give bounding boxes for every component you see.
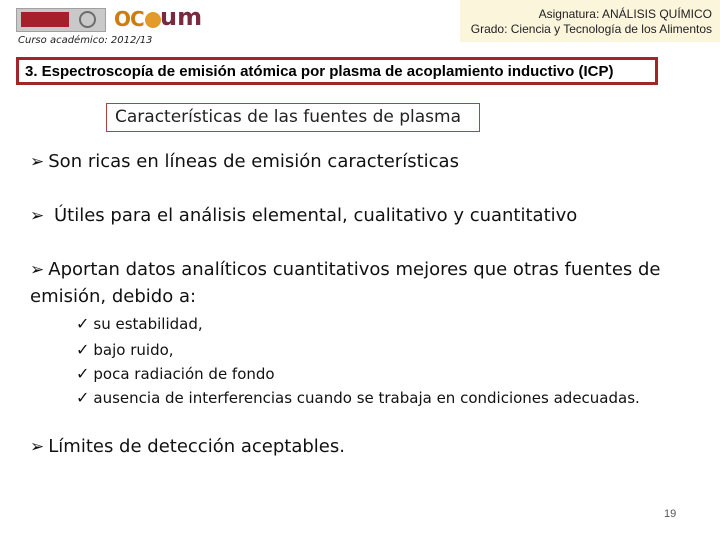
check-mark-icon: ✓ bbox=[76, 364, 90, 383]
subject-line: Asignatura: ANÁLISIS QUÍMICO bbox=[538, 7, 712, 21]
check-item: ✓ poca radiación de fondo bbox=[76, 364, 275, 383]
um-logo: um bbox=[160, 3, 203, 31]
university-logo bbox=[16, 8, 106, 32]
check-item: ✓ bajo ruido, bbox=[76, 340, 174, 359]
subject-box bbox=[460, 0, 720, 42]
bullet-item: ➢ Aportan datos analíticos cuantitativos mejores que otras fuentes de bbox=[30, 259, 661, 280]
bullet-item-continuation: emisión, debido a: bbox=[30, 286, 197, 307]
slide-subtitle: Características de las fuentes de plasma bbox=[106, 103, 480, 132]
bullet-item: ➢ Límites de detección aceptables. bbox=[30, 436, 345, 457]
page-number: 19 bbox=[664, 508, 677, 520]
arrow-bullet-icon: ➢ bbox=[30, 152, 45, 172]
course-label: Curso académico: 2012/13 bbox=[18, 35, 153, 46]
check-mark-icon: ✓ bbox=[76, 340, 90, 359]
check-item: ✓ ausencia de interferencias cuando se trabaja en condiciones adecuadas. bbox=[76, 388, 640, 407]
check-mark-icon: ✓ bbox=[76, 314, 90, 333]
arrow-bullet-icon: ➢ bbox=[30, 206, 45, 226]
check-mark-icon: ✓ bbox=[76, 388, 90, 407]
owl-icon bbox=[145, 12, 161, 28]
bullet-item: ➢ Son ricas en líneas de emisión características bbox=[30, 151, 459, 172]
degree-line: Grado: Ciencia y Tecnología de los Alimentos bbox=[470, 22, 712, 36]
ocw-logo: OC bbox=[114, 7, 162, 31]
slide-title: 3. Espectroscopía de emisión atómica por plasma de acoplamiento inductivo (ICP) bbox=[16, 57, 658, 85]
bullet-item: ➢ Útiles para el análisis elemental, cualitativo y cuantitativo bbox=[30, 205, 578, 226]
arrow-bullet-icon: ➢ bbox=[30, 437, 45, 457]
check-item: ✓ su estabilidad, bbox=[76, 314, 203, 333]
arrow-bullet-icon: ➢ bbox=[30, 260, 45, 280]
seal-icon bbox=[79, 11, 96, 28]
